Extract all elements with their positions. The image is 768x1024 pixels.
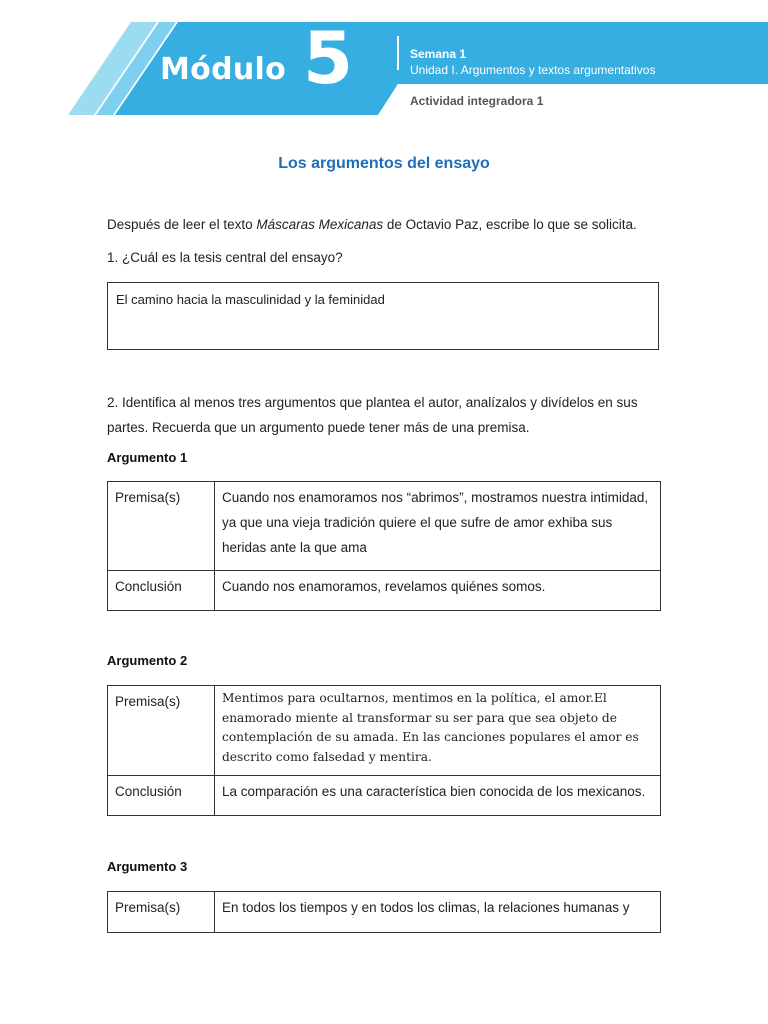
conclusion-row: [108, 776, 661, 816]
premise-label: Premisa(s): [108, 482, 215, 571]
conclusion-label: Conclusión: [108, 776, 215, 816]
module-header: [0, 0, 768, 120]
premise-text[interactable]: En todos los tiempos y en todos los climas, la relaciones humanas y: [215, 892, 661, 933]
argument-2-heading: Argumento 2: [107, 653, 188, 668]
premise-row: [108, 482, 661, 571]
module-word: Módulo: [160, 52, 286, 87]
activity-label: Actividad integradora 1: [410, 94, 544, 108]
premise-row: [108, 686, 661, 776]
module-number: 5: [303, 16, 354, 100]
argument-1-heading: Argumento 1: [107, 450, 188, 465]
argument-1-table: [107, 481, 661, 611]
argument-2-table: [107, 685, 661, 816]
header-banner-graphic: [0, 0, 768, 120]
argument-3-heading: Argumento 3: [107, 859, 188, 874]
unit-label: Unidad I. Argumentos y textos argumentativos: [410, 63, 656, 77]
question-1: 1. ¿Cuál es la tesis central del ensayo?: [107, 250, 343, 265]
conclusion-row: [108, 571, 661, 611]
premise-label: Premisa(s): [108, 892, 215, 933]
conclusion-text[interactable]: La comparación es una característica bien conocida de los mexicanos.: [215, 776, 661, 816]
premise-label: Premisa(s): [108, 686, 215, 776]
thesis-answer-box[interactable]: [107, 282, 659, 350]
document-title: Los argumentos del ensayo: [278, 155, 490, 172]
thesis-answer-text: El camino hacia la masculinidad y la feminidad: [116, 292, 385, 307]
intro-after: de Octavio Paz, escribe lo que se solicita.: [383, 217, 637, 232]
question-2: 2. Identifica al menos tres argumentos que plantea el autor, analízalos y divídelos en sus partes. Recuerda que un argumento puede tener más de una premisa.: [107, 395, 638, 435]
conclusion-text[interactable]: Cuando nos enamoramos, revelamos quiénes somos.: [215, 571, 661, 611]
intro-paragraph: [107, 217, 637, 232]
intro-before: Después de leer el texto: [107, 217, 257, 232]
conclusion-label: Conclusión: [108, 571, 215, 611]
premise-text[interactable]: Mentimos para ocultarnos, mentimos en la política, el amor.El enamorado miente al transformar su ser para que sea objeto de contemplación de su amada. En las canciones populares el amor es descrito como falsedad y mentira.: [215, 686, 661, 776]
premise-text[interactable]: Cuando nos enamoramos nos “abrimos”, mostramos nuestra intimidad, ya que una vieja tradición quiere el que sufre de amor exhiba sus heridas ante la que ama: [215, 482, 661, 571]
week-label: Semana 1: [410, 47, 467, 61]
premise-row: [108, 892, 661, 933]
argument-3-table: [107, 891, 661, 933]
book-title: Máscaras Mexicanas: [256, 217, 384, 232]
header-divider: [397, 36, 399, 70]
